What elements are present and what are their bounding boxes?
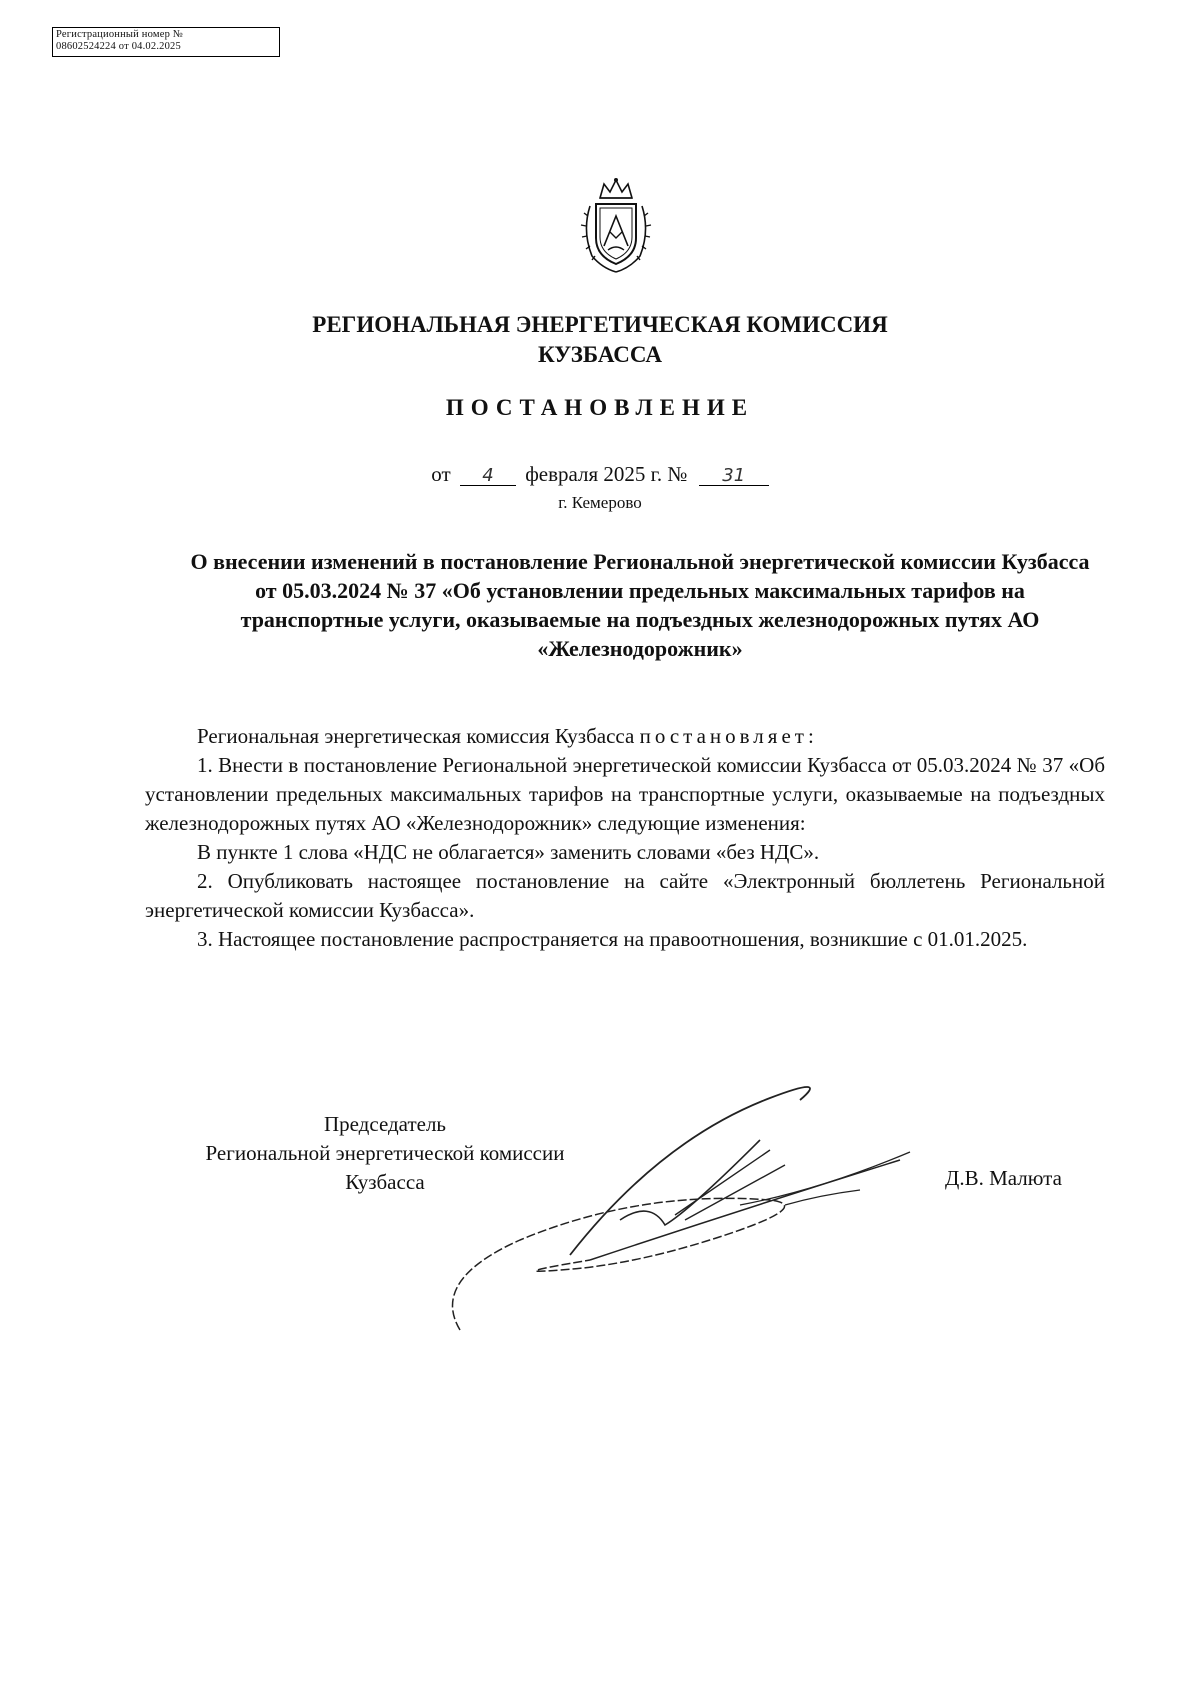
body-paragraph-3: 3. Настоящее постановление распространяется на правоотношения, возникшие с 01.01.2025.: [197, 927, 1028, 951]
date-prefix: от: [431, 462, 451, 486]
body-paragraph-1a: В пункте 1 слова «НДС не облагается» заменить словами «без НДС».: [197, 840, 820, 864]
body-paragraph-2: 2. Опубликовать настоящее постановление на сайте «Электронный бюллетень Региональной энергетической комиссии Кузбасса».: [145, 869, 1105, 922]
document-subject: О внесении изменений в постановление Региональной энергетической комиссии Кузбасса от 05.03.2024 № 37 «Об установлении предельных максимальных тарифов на транспортные услуги, оказываемые на подъездных железнодорожных путях АО «Железнодорожник»: [190, 549, 1090, 661]
organization-name-line1: РЕГИОНАЛЬНАЯ ЭНЕРГЕТИЧЕСКАЯ КОМИССИЯ: [312, 312, 888, 337]
document-body: [145, 722, 1105, 954]
signatory-position-line1: Председатель: [323, 1112, 447, 1136]
document-city: г. Кемерово: [558, 493, 642, 512]
document-type-heading: ПОСТАНОВЛЕНИЕ: [445, 395, 755, 420]
registration-stamp: [52, 27, 280, 57]
date-day-handwritten: 4: [460, 467, 516, 486]
date-month-year: февраля 2025 г.: [525, 462, 663, 486]
signatory-position-line3: Кузбасса: [345, 1170, 425, 1194]
body-intro: [145, 722, 1105, 751]
document-date-line: [200, 462, 1000, 487]
organization-name-line2: КУЗБАССА: [538, 342, 662, 367]
document-number-handwritten: 31: [699, 467, 769, 486]
registration-number-value: 08602524224 от 04.02.2025: [56, 41, 181, 52]
signatory-name: Д.В. Малюта: [945, 1166, 1062, 1190]
body-intro-text: Региональная энергетическая комиссия Кузбасса: [197, 724, 635, 748]
handwritten-signature: [440, 1080, 960, 1340]
number-label: №: [667, 462, 688, 486]
body-paragraph-1: 1. Внести в постановление Региональной энергетической комиссии Кузбасса от 05.03.2024 № 37 «Об установлении предельных максимальных тарифов на транспортные услуги, оказываемые на подъездных железнодорожных путях АО «Железнодорожник» следующие изменения:: [145, 753, 1105, 835]
kuzbass-coat-of-arms-icon: [578, 176, 654, 276]
registration-number-label: Регистрационный номер №: [56, 29, 184, 40]
signatory-position-line2: Региональной энергетической комиссии: [205, 1141, 565, 1165]
organization-title: [250, 310, 950, 370]
body-intro-action: постановляет:: [639, 724, 818, 748]
